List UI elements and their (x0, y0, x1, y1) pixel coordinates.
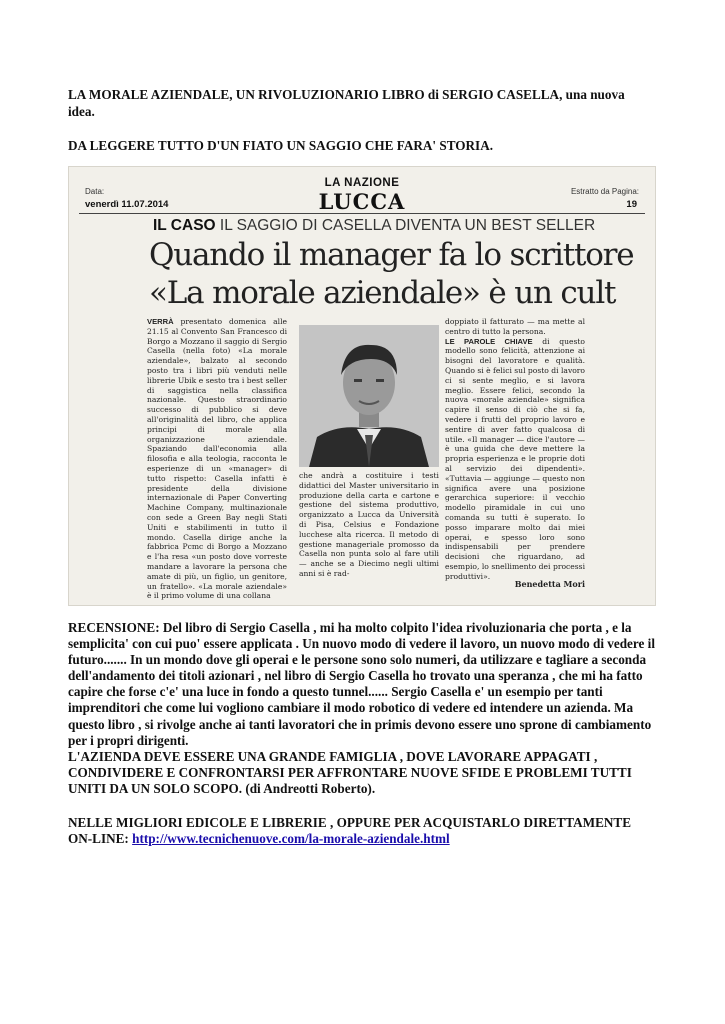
review-section (68, 620, 658, 797)
column-1-text: presentato domenica alle 21.15 al Convento San Francesco di Borgo a Mozzano il saggio di Sergio Casella (nella foto) «La morale aziendale», balzato al secondo posto tra i libri più venduti nelle librerie Ubik e sesto tra i best seller di saggistica nella classifica nazionale. Questo straordinario successo di pubblico si deve all'originalità del libro, che applica principi di morale alla organizzazione aziendale. Spaziando dall'economia alla filosofia e alla teologia, racconta le esperienze di un «manager» di tutto rispetto: Casella infatti è presidente della divisione internazionale di Paper Converting Machine Company, multinazionale con sede a Green Bay negli Stati Uniti e stabilimenti in tutto il mondo. Casella dirige anche la fabbrica Pcmc di Borgo a Mozzano e l'ha resa «un posto dove vorreste mandare a lavorare la persona che amate di più, un figlio, un genitore, un fratello». «La morale aziendale» è il primo volume di una collana (147, 317, 288, 601)
column-3-top: doppiato il fatturato — ma mette al centro di tutto la persona. (445, 317, 585, 336)
author-photo (299, 325, 439, 467)
review-motto: L'AZIENDA DEVE ESSERE UNA GRANDE FAMIGLIA , DOVE LAVORARE APPAGATI , CONDIVIDERE E CONFRONTARSI PER AFFRONTARE NUOVE SFIDE E PROBLEMI TUTTI UNITI DA UN SOLO SCOPO. (di Andreotti Roberto). (68, 748, 632, 796)
purchase-text: NELLE MIGLIORI EDICOLE E LIBRERIE , OPPURE PER ACQUISTARLO DIRETTAMENTE ON-LINE: (68, 815, 632, 847)
page-label: Estratto da Pagina: (570, 187, 639, 196)
column-1-lead: VERRÀ (147, 317, 174, 326)
newspaper-clipping (68, 166, 656, 606)
review-text: RECENSIONE: Del libro di Sergio Casella , mi ha molto colpito l'idea rivoluzionaria che porta , e la semplicita' con cui puo' essere applicata . Un nuovo modo di vedere il lavoro, un nuovo modo di vedere il futuro....... In un mondo dove gli operai e le persone sono solo numeri, da utilizzare e tagliare a seconda dell'andamento dei titoli azionari , nel libro di Sergio Casella ho trovato una speranza , che mi ha fatto capire che forse c'e' una luce in fondo a questo tunnel...... Sergio Casella e' un esempio per tanti imprenditori che come lui vogliono cambiare il modo robotico di vedere ed intendere un azienda. Ma questo libro , si rivolge anche ai tanti lavoratori che in primis devono essere uno sprone di cambiamento per i propri dirigenti. (68, 620, 656, 748)
purchase-link[interactable]: http://www.tecnichenuove.com/la-morale-aziendale.html (132, 831, 450, 847)
article-column-3 (445, 317, 585, 582)
portrait-image (299, 325, 439, 467)
document-title: LA MORALE AZIENDALE, UN RIVOLUZIONARIO LIBRO di SERGIO CASELLA, una nuova idea. (68, 87, 625, 119)
document-subtitle: DA LEGGERE TUTTO D'UN FIATO UN SAGGIO CHE FARA' STORIA. (68, 138, 494, 153)
headline-line-1: Quando il manager fa lo scrittore (149, 237, 634, 273)
page-number: 19 (626, 199, 637, 210)
column-3-text: di questo modello sono felicità, attenzione ai bisogni del lavoratore e qualità. Quando si è felici sul posto di lavoro ci si sente meglio, e si lavora meglio. Essere felici, secondo la nuova «morale aziendale» significa capire il senso di ciò che si fa, vedere i frutti del proprio lavoro e sentire di aver fatto qualcosa di utile. «Il manager — dice l'autore — è una guida che deve mettere la propria esperienza e le proprie doti al servizio dei dipendenti». «Tuttavia — aggiunge — questo non significa avere una posizione gerarchica superiore: il vecchio modello piramidale in cui uno comanda su tutti è superato. Io posso imparare molto dai miei operai, e spesso loro sono indispensabili per prendere decisioni che riguardano, ad esempio, lo snellimento dei processi produttivi». (445, 336, 586, 581)
article-column-1 (147, 317, 287, 601)
headline-line-2: «La morale aziendale» è un cult (149, 275, 616, 311)
article-column-2: che andrà a costituire i testi didattici del Master universitario in produzione della carta e cartone e gestione del sistema produttivo, organizzato a Lucca da Università di Pisa, Celsius e Fondazione lucchese alta ricerca. Il metodo di gestione manageriale promosso da Casella non punta solo al fare utili — anche se a Diecimo negli ultimi anni si è rad- (299, 471, 439, 578)
article-kicker (153, 217, 595, 235)
newspaper-masthead: LA NAZIONE (324, 177, 400, 189)
column-3-lead: LE PAROLE CHIAVE (445, 336, 533, 346)
article-author: Benedetta Mori (514, 579, 585, 589)
kicker-bold: IL CASO (153, 217, 216, 234)
kicker-text: IL SAGGIO DI CASELLA DIVENTA UN BEST SELLER (219, 217, 596, 234)
masthead-rule (79, 213, 645, 214)
date-value: venerdì 11.07.2014 (85, 199, 169, 210)
newspaper-city: LUCCA (318, 189, 406, 214)
purchase-info (68, 815, 658, 847)
date-label: Data: (85, 187, 105, 196)
